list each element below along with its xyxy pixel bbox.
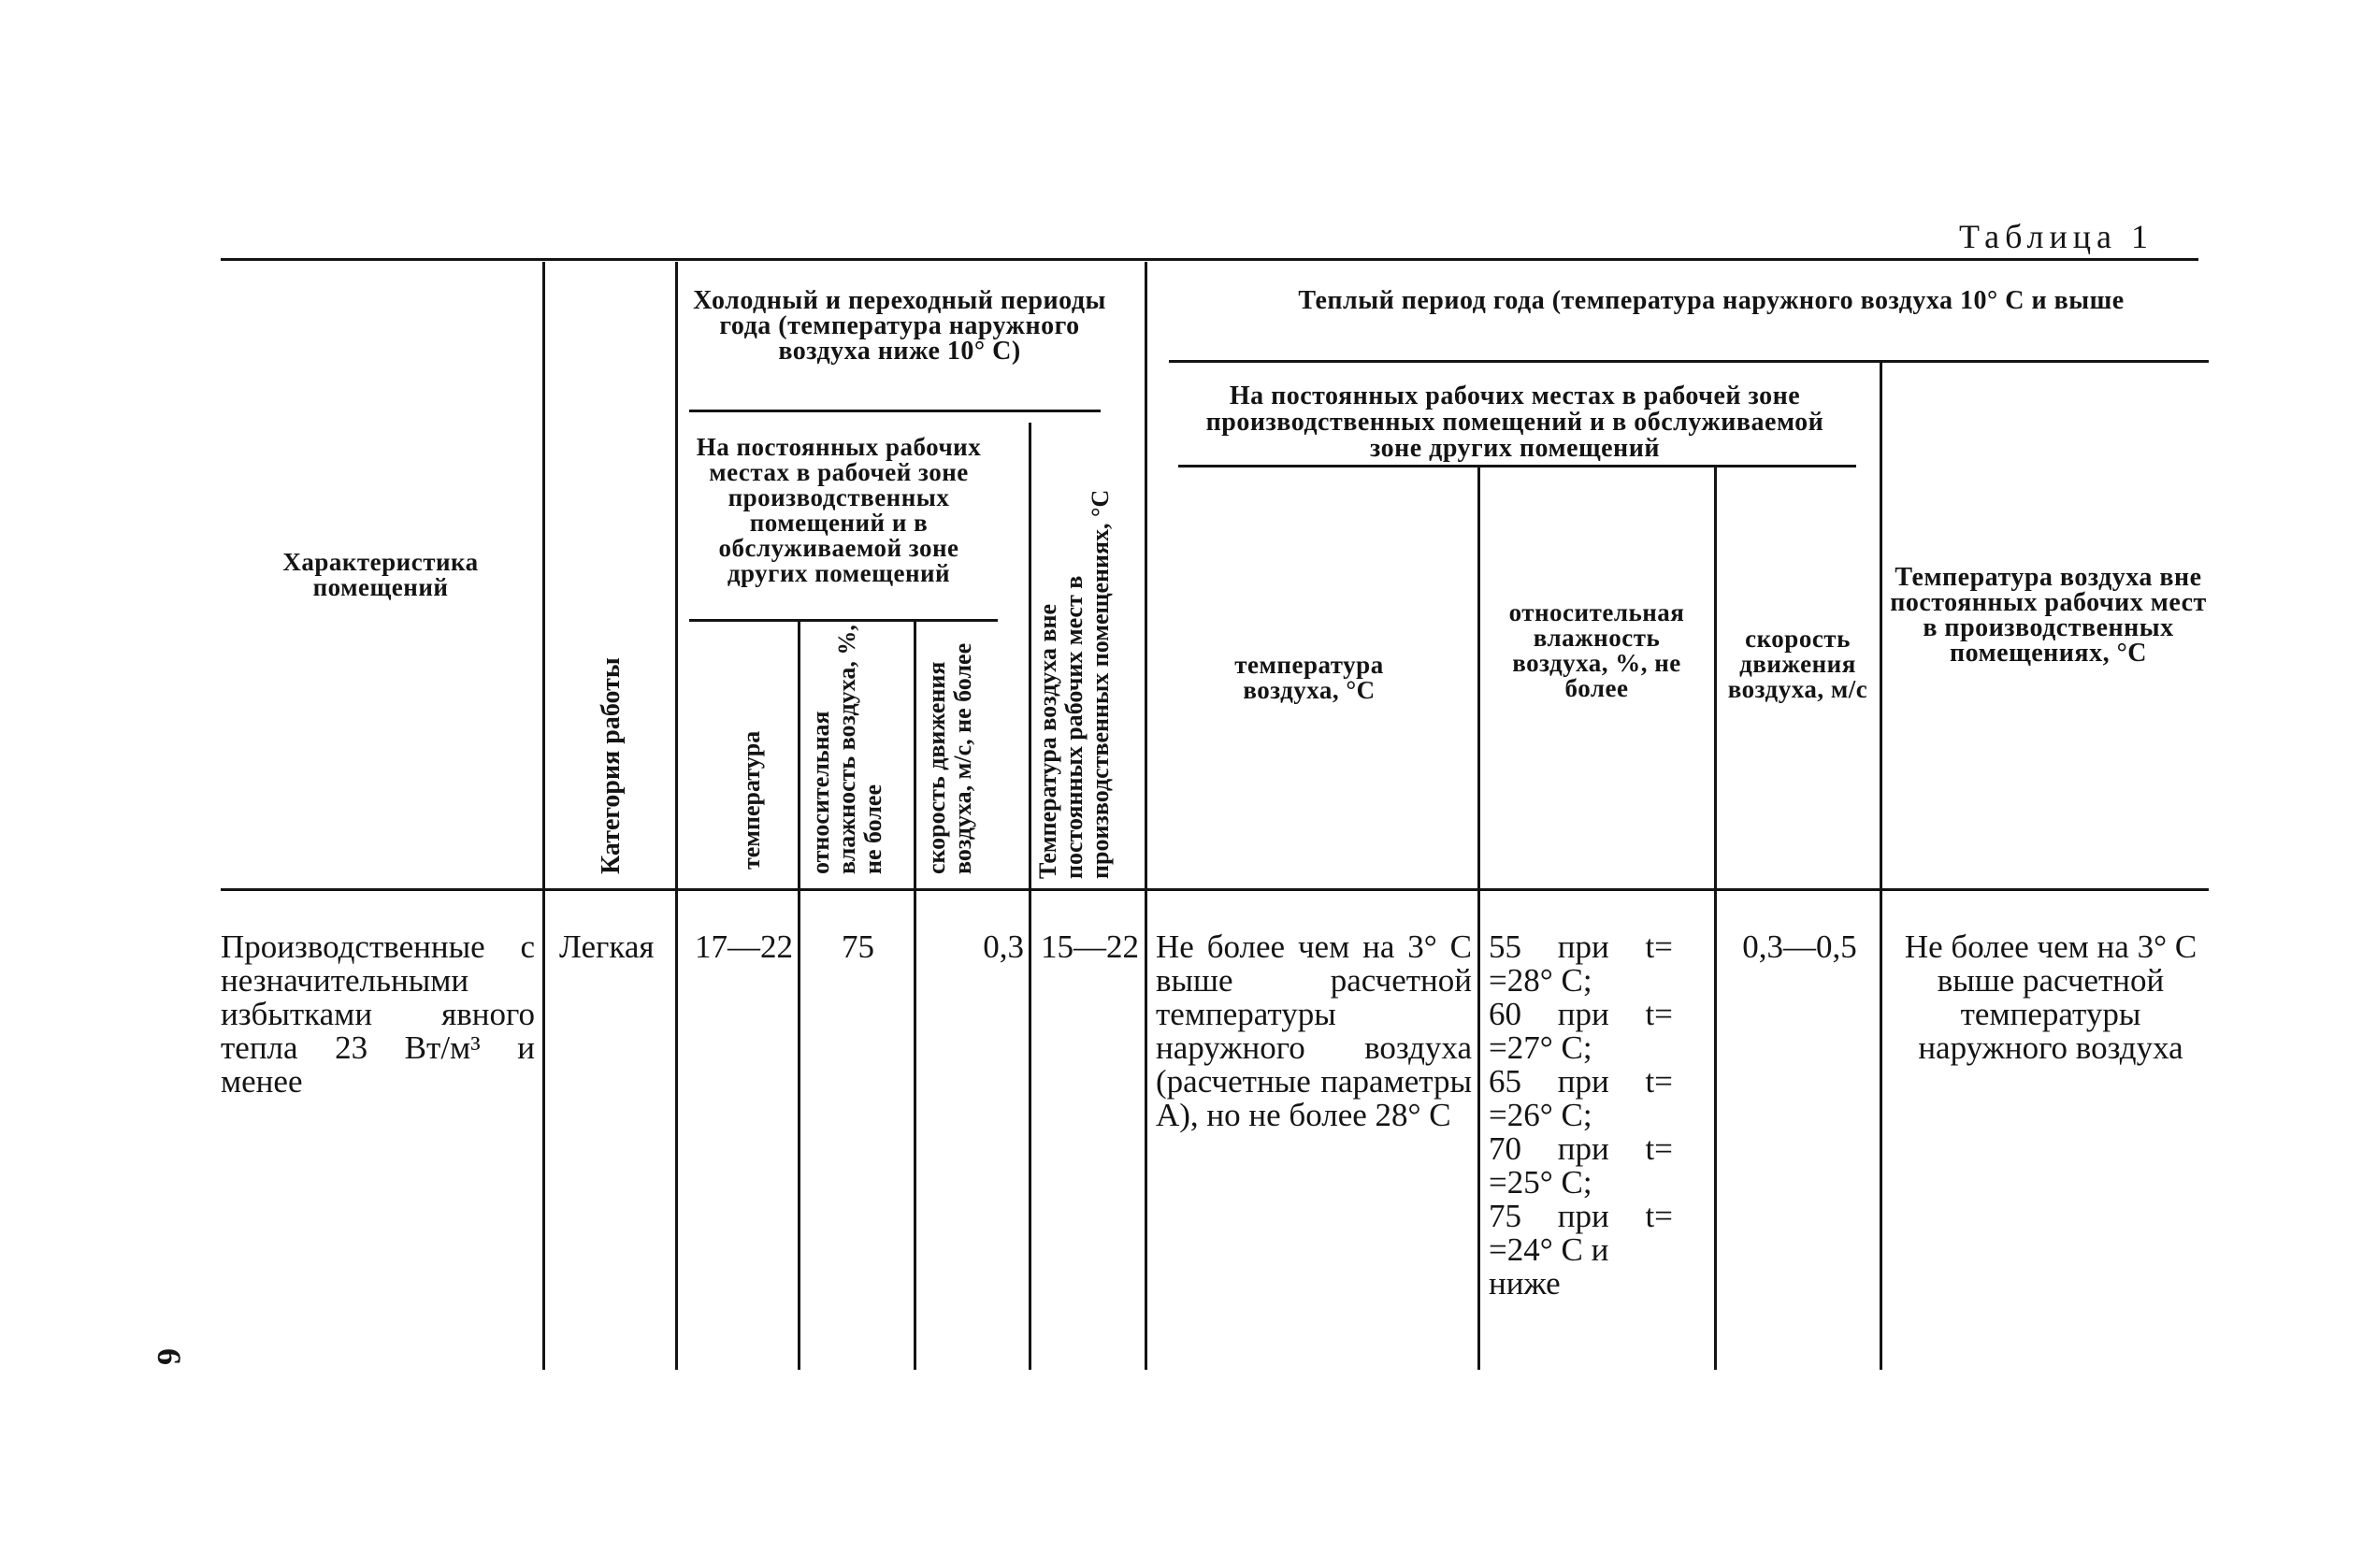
header-cold-period: Холодный и переходный периоды года (температура наружного воздуха ниже 10° С): [693, 286, 1106, 366]
col-divider-category: [542, 262, 545, 1370]
header-cold-humidity-text: относительная влажность воздуха, %, не более: [807, 625, 886, 874]
humidity-temp-3: =26° С;: [1489, 1097, 1592, 1133]
cell-cold-humidity: 75: [842, 928, 874, 965]
cell-cold-outside: 15—22: [1041, 928, 1139, 965]
humidity-line-4: [1489, 1132, 1706, 1166]
header-cold-speed: [924, 622, 976, 874]
header-warm-temperature: температура воздуха, °С: [1234, 651, 1384, 704]
header-warm-speed: скорость движения воздуха, м/с: [1727, 625, 1868, 703]
humidity-temp-2: =27° С;: [1489, 1029, 1592, 1066]
header-cold-speed-text: скорость движения воздуха, м/с, не более: [923, 642, 976, 874]
table-top-rule: [221, 258, 2198, 261]
col-divider-warm-humidity: [1477, 468, 1480, 1370]
col-divider-warm-speed: [1714, 468, 1717, 1370]
humidity-value-5: 75 при t=: [1489, 1198, 1673, 1234]
header-warm-humidity: относительная влажность воздуха, %, не более: [1508, 598, 1685, 702]
humidity-value-3: 65 при t=: [1489, 1063, 1673, 1100]
humidity-line-2: [1489, 998, 1706, 1031]
header-category: Категория работы: [597, 657, 626, 874]
col-divider-cold-humidity: [798, 621, 800, 1370]
cell-characteristic: Производственные с незначительными избытками явного тепла 23 Вт/м³ и менее: [221, 928, 535, 1100]
cell-cold-temperature: 17—22: [695, 928, 793, 965]
humidity-value-2: 60 при t=: [1489, 996, 1673, 1032]
header-cold-outside-text: Температура воздуха вне постоянных рабочих мест в производственных помещениях, °С: [1034, 489, 1114, 879]
col-divider-cold: [675, 262, 678, 1370]
humidity-temp-5: =24° С и ниже: [1489, 1231, 1609, 1302]
header-warm-workplaces: На постоянных рабочих местах в рабочей зоне производственных помещений и в обслуживаемой зоне других помещений: [1205, 381, 1824, 463]
humidity-line-5: [1489, 1200, 1706, 1233]
col-divider-cold-outside: [1029, 423, 1031, 1370]
humidity-temp-4: =25° С;: [1489, 1164, 1592, 1201]
header-cold-humidity: [808, 622, 886, 874]
header-cold-outside: [1035, 468, 1114, 879]
col-divider-warm-outside: [1880, 363, 1882, 1370]
humidity-value-4: 70 при t=: [1489, 1130, 1673, 1167]
warm-workplaces-rule: [1178, 465, 1856, 468]
cell-warm-outside: Не более чем на 3° С выше расчетной температуры наружного воздуха: [1904, 928, 2197, 1066]
header-cold-workplaces: На постоянных рабочих местах в рабочей зоне производственных помещений и в обслуживаемой зоне других помещений: [696, 433, 982, 587]
cell-warm-temperature: Не более чем на 3° С выше расчетной температуры наружного воздуха (расчетные параметры А), но не более 28° С: [1156, 928, 1472, 1133]
humidity-value-1: 55 при t=: [1489, 928, 1673, 965]
header-cold-temperature: температура: [738, 730, 765, 870]
header-warm-outside: Температура воздуха вне постоянных рабочих мест в производственных помещениях, °С: [1890, 563, 2207, 668]
cell-cold-speed: 0,3: [983, 928, 1024, 965]
table-label: Таблица 1: [1959, 218, 2154, 255]
cell-warm-humidity: [1489, 930, 1706, 1301]
page-number: 6: [151, 1348, 188, 1365]
cell-warm-speed: 0,3—0,5: [1742, 928, 1857, 965]
header-warm-period: Теплый период года (температура наружного воздуха 10° С и выше: [1298, 286, 2125, 315]
humidity-line-3: [1489, 1065, 1706, 1099]
warm-period-rule: [1169, 360, 2209, 363]
humidity-line-1: [1489, 930, 1706, 964]
cold-period-rule: [689, 410, 1101, 412]
header-bottom-rule: [221, 888, 2209, 891]
header-characteristic: Характеристика помещений: [282, 548, 479, 601]
humidity-temp-1: =28° С;: [1489, 962, 1592, 999]
cell-category: Легкая: [559, 928, 655, 965]
col-divider-warm: [1145, 262, 1147, 1370]
col-divider-cold-speed: [914, 621, 916, 1370]
